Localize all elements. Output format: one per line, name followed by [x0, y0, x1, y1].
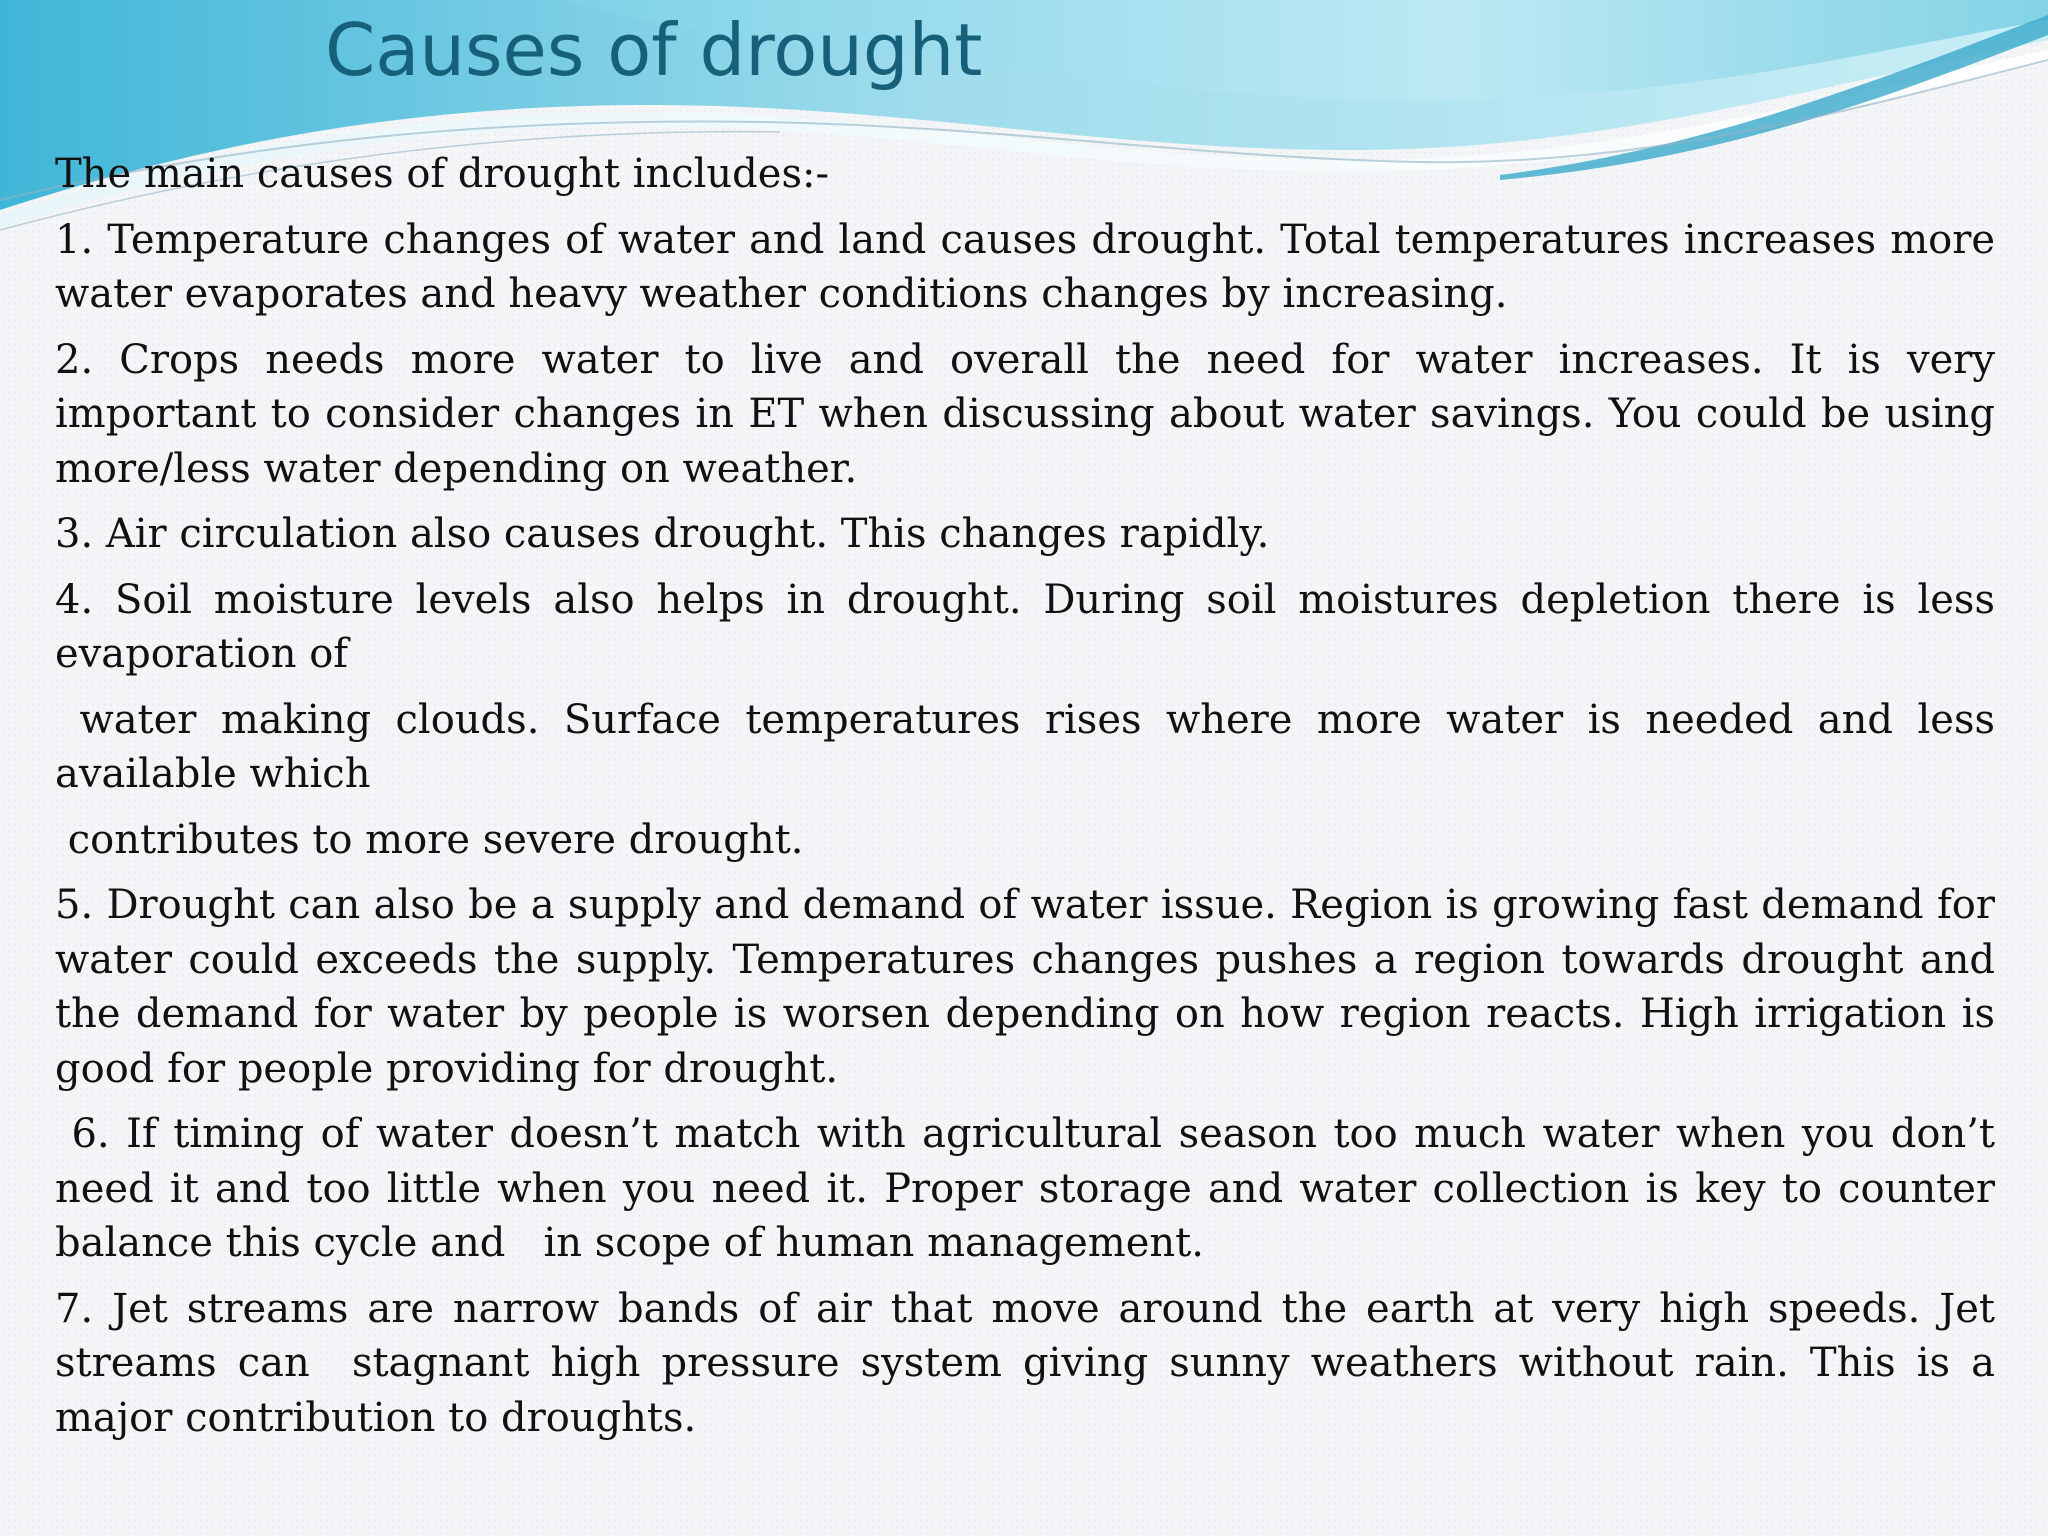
cause-paragraph-3: 3. Air circulation also causes drought. This changes rapidly.: [55, 511, 1270, 557]
cause-paragraph-4-continued: water making clouds. Surface temperatures rises where more water is needed and less available which: [55, 696, 2008, 797]
cause-paragraph-5: 5. Drought can also be a supply and demand of water issue. Region is growing fast demand for water could exceeds the supply. Temperatures changes pushes a region towards drought and the demand for water by people is worsen depending on how region reacts. High irrigation is good for people providing for drought.: [55, 882, 1995, 1092]
cause-paragraph-6: 6. If timing of water doesn’t match with agricultural season too much water when you don’t need it and too little when you need it. Proper storage and water collection is key to counter balance this cycle and in scope of human management.: [55, 1111, 2008, 1266]
intro-line: The main causes of drought includes:-: [55, 151, 829, 197]
slide-title: Causes of drought: [325, 8, 983, 92]
cause-paragraph-2: 2. Crops needs more water to live and overall the need for water increases. It is very important to consider changes in ET when discussing about water savings. You could be using more/less water depending on weather.: [55, 336, 1995, 492]
cause-paragraph-4-end: contributes to more severe drought.: [55, 816, 804, 863]
cause-paragraph-1: 1. Temperature changes of water and land causes drought. Total temperatures increases more water evaporates and heavy weather conditions changes by increasing.: [55, 216, 1995, 317]
cause-paragraph-4: 4. Soil moisture levels also helps in drought. During soil moistures depletion there is less evaporation of: [55, 576, 1995, 677]
cause-paragraph-7: 7. Jet streams are narrow bands of air that move around the earth at very high speeds. Jet streams can stagnant high pressure system giving sunny weathers without rain. This is a major contribution to droughts.: [55, 1285, 2008, 1441]
slide-body: [55, 147, 2008, 1456]
